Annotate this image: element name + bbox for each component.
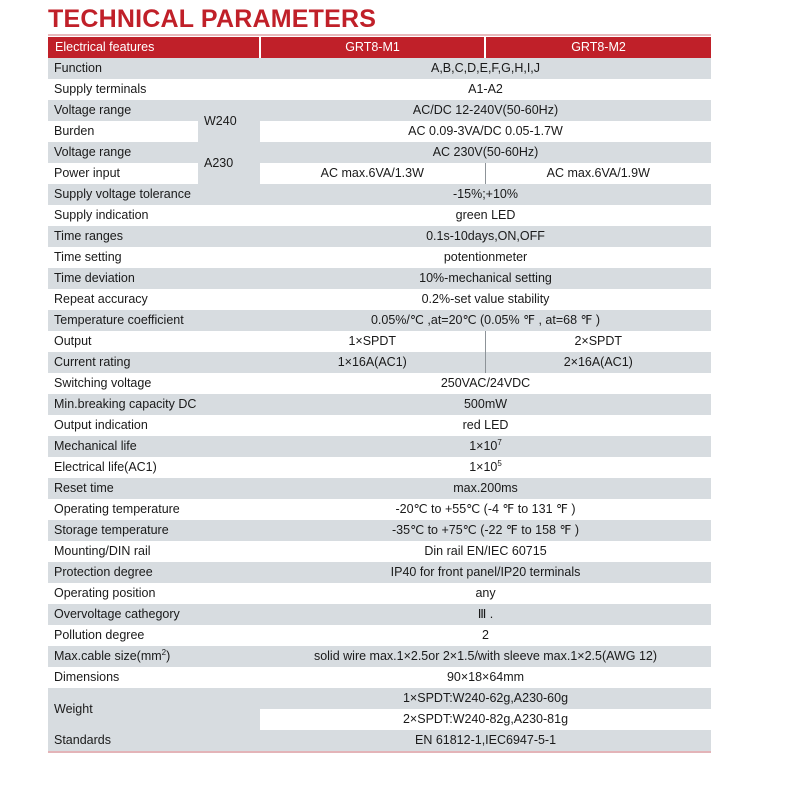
row-value-m2: 2×16A(AC1) xyxy=(485,352,711,373)
row-label: Supply voltage tolerance xyxy=(48,184,260,205)
row-label: Current rating xyxy=(48,352,260,373)
row-label: Reset time xyxy=(48,478,260,499)
row-value: Din rail EN/IEC 60715 xyxy=(260,541,711,562)
row-label: Burden xyxy=(48,121,198,142)
row-label: Storage temperature xyxy=(48,520,260,541)
row-value: Ⅲ . xyxy=(260,604,711,625)
row-value: -15%;+10% xyxy=(260,184,711,205)
row-label: Operating temperature xyxy=(48,499,260,520)
table-row xyxy=(48,142,711,163)
table-row xyxy=(48,457,711,478)
table-row xyxy=(48,268,711,289)
table-row xyxy=(48,478,711,499)
row-value: 0.1s-10days,ON,OFF xyxy=(260,226,711,247)
table-row xyxy=(48,688,711,709)
row-value: EN 61812-1,IEC6947-5-1 xyxy=(260,730,711,751)
row-sub-label: A230 xyxy=(198,142,260,184)
row-value: red LED xyxy=(260,415,711,436)
table-header xyxy=(48,37,711,58)
table-row xyxy=(48,289,711,310)
row-label: Temperature coefficient xyxy=(48,310,260,331)
table-bottom-divider xyxy=(48,751,711,753)
row-label: Voltage range xyxy=(48,100,198,121)
row-label: Pollution degree xyxy=(48,625,260,646)
table-row xyxy=(48,436,711,457)
header-row xyxy=(48,37,711,58)
row-value: A1-A2 xyxy=(260,79,711,100)
table-row xyxy=(48,247,711,268)
table-row xyxy=(48,121,711,142)
table-row xyxy=(48,331,711,352)
row-label: Switching voltage xyxy=(48,373,260,394)
row-label: Power input xyxy=(48,163,198,184)
row-label: Output indication xyxy=(48,415,260,436)
row-value: AC 230V(50-60Hz) xyxy=(260,142,711,163)
row-value: IP40 for front panel/IP20 terminals xyxy=(260,562,711,583)
row-label: Protection degree xyxy=(48,562,260,583)
table-row xyxy=(48,499,711,520)
table-row xyxy=(48,310,711,331)
row-label: Max.cable $size(mm^2)$ xyxy=(48,646,260,667)
row-value: potentionmeter xyxy=(260,247,711,268)
row-label: Repeat accuracy xyxy=(48,289,260,310)
header-cell-features: Electrical features xyxy=(48,37,260,58)
row-label: Min.breaking capacity DC xyxy=(48,394,260,415)
header-cell-grt8-m1: GRT8-M1 xyxy=(260,37,485,58)
row-value: $1\times 10^5$ xyxy=(260,457,711,478)
row-label: Electrical life(AC1) xyxy=(48,457,260,478)
row-label: Supply terminals xyxy=(48,79,260,100)
row-label: Dimensions xyxy=(48,667,260,688)
row-value-m2: AC max.6VA/1.9W xyxy=(485,163,711,184)
table-row xyxy=(48,415,711,436)
row-label: Time ranges xyxy=(48,226,260,247)
table-row xyxy=(48,541,711,562)
row-value-m1: 1×16A(AC1) xyxy=(260,352,485,373)
row-label: Weight xyxy=(48,688,260,730)
row-label: Mounting/DIN rail xyxy=(48,541,260,562)
row-value: 250VAC/24VDC xyxy=(260,373,711,394)
table-row xyxy=(48,163,711,184)
row-label: Time setting xyxy=(48,247,260,268)
row-value: 1×SPDT:W240-62g,A230-60g xyxy=(260,688,711,709)
table-row xyxy=(48,667,711,688)
table-row xyxy=(48,184,711,205)
row-label: Operating position xyxy=(48,583,260,604)
table-row xyxy=(48,79,711,100)
row-value: any xyxy=(260,583,711,604)
page-title: TECHNICAL PARAMETERS xyxy=(48,5,377,33)
table-row xyxy=(48,100,711,121)
row-value: $1\times 10^7$ xyxy=(260,436,711,457)
table-row xyxy=(48,352,711,373)
row-label: Standards xyxy=(48,730,260,751)
row-value: 10%-mechanical setting xyxy=(260,268,711,289)
row-value-m2: 2×SPDT xyxy=(485,331,711,352)
table-row xyxy=(48,205,711,226)
table-row xyxy=(48,646,711,667)
row-label: Function xyxy=(48,58,260,79)
table-row xyxy=(48,394,711,415)
table-row xyxy=(48,604,711,625)
row-label: Voltage range xyxy=(48,142,198,163)
row-label: Mechanical life xyxy=(48,436,260,457)
table-row xyxy=(48,226,711,247)
row-label: Overvoltage cathegory xyxy=(48,604,260,625)
row-value: A,B,C,D,E,F,G,H,I,J xyxy=(260,58,711,79)
row-label: Output xyxy=(48,331,260,352)
row-value: 90×18×64mm xyxy=(260,667,711,688)
row-value: 500mW xyxy=(260,394,711,415)
row-sub-label: W240 xyxy=(198,100,260,142)
table-body xyxy=(48,58,711,751)
table-row xyxy=(48,520,711,541)
row-value: 0.05%/℃ ,at=20℃ (0.05% ℉ , at=68 ℉ ) xyxy=(260,310,711,331)
row-label: Time deviation xyxy=(48,268,260,289)
table-row xyxy=(48,625,711,646)
row-value: -20℃ to +55℃ (-4 ℉ to 131 ℉ ) xyxy=(260,499,711,520)
row-value: 0.2%-set value stability xyxy=(260,289,711,310)
row-value-m1: 1×SPDT xyxy=(260,331,485,352)
row-value: green LED xyxy=(260,205,711,226)
title-divider xyxy=(48,34,711,36)
row-label: Supply indication xyxy=(48,205,260,226)
row-value: 2×SPDT:W240-82g,A230-81g xyxy=(260,709,711,730)
row-value: -35℃ to +75℃ (-22 ℉ to 158 ℉ ) xyxy=(260,520,711,541)
row-value: solid wire max.1×2.5or 2×1.5/with sleeve max.1×2.5(AWG 12) xyxy=(260,646,711,667)
table-row xyxy=(48,373,711,394)
table-row xyxy=(48,730,711,751)
row-value: 2 xyxy=(260,625,711,646)
table-row xyxy=(48,562,711,583)
technical-parameters-table xyxy=(48,37,711,751)
row-value-m1: AC max.6VA/1.3W xyxy=(260,163,485,184)
table-row xyxy=(48,583,711,604)
row-value: AC/DC 12-240V(50-60Hz) xyxy=(260,100,711,121)
row-value: AC 0.09-3VA/DC 0.05-1.7W xyxy=(260,121,711,142)
row-value: max.200ms xyxy=(260,478,711,499)
header-cell-grt8-m2: GRT8-M2 xyxy=(485,37,711,58)
table-row xyxy=(48,58,711,79)
